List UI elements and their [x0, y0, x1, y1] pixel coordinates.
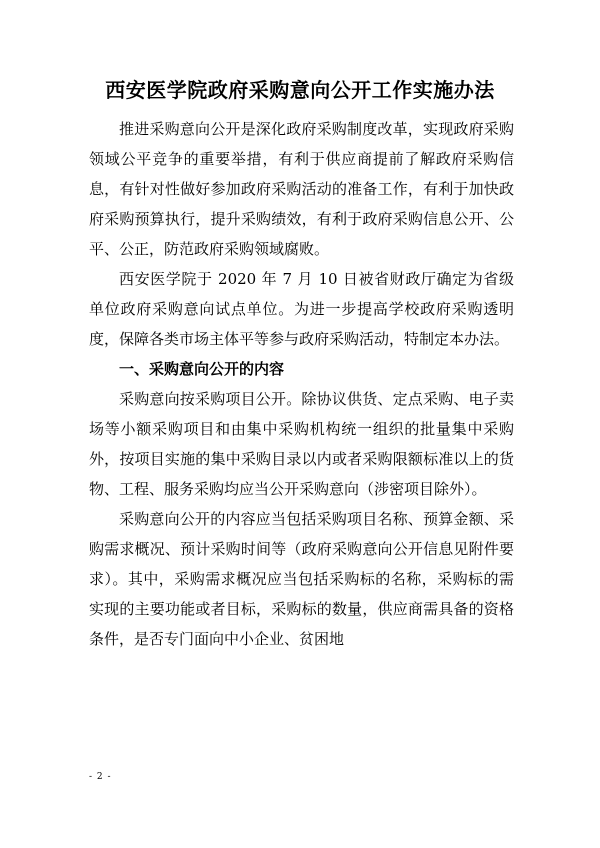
- paragraph-pilot: 西安医学院于 2020 年 7 月 10 日被省财政厅确定为省级单位政府采购意向试点单位。为进一步提高学校政府采购透明度，保障各类市场主体平等参与政府采购活动，特制定本办法。: [89, 270, 514, 348]
- paragraph-content: 采购意向公开的内容应当包括采购项目名称、预算金额、采购需求概况、预计采购时间等（政府采购意向公开信息见附件要求）。其中，采购需求概况应当包括采购标的名称，采购标的需实现的主要功能或者目标，采购标的数量，供应商需具备的资格条件，是否专门面向中小企业、贫困地: [89, 510, 514, 648]
- document-body: [89, 114, 514, 654]
- paragraph-scope: 采购意向按采购项目公开。除协议供货、定点采购、电子卖场等小额采购项目和由集中采购机构统一组织的批量集中采购外，按项目实施的集中采购目录以内或者采购限额标准以上的货物、工程、服务采购均应当公开采购意向（涉密项目除外）。: [89, 390, 514, 498]
- paragraph-intro: 推进采购意向公开是深化政府采购制度改革，实现政府采购领域公平竞争的重要举措，有利于供应商提前了解政府采购信息，有针对性做好参加政府采购活动的准备工作，有利于加快政府采购预算执行，提升采购绩效，有利于政府采购信息公开、公平、公正，防范政府采购领域腐败。: [89, 120, 514, 258]
- document-title: 西安医学院政府采购意向公开工作实施办法: [105, 78, 495, 102]
- page-number: - 2 -: [89, 772, 112, 782]
- section-heading: 一、采购意向公开的内容: [119, 360, 285, 378]
